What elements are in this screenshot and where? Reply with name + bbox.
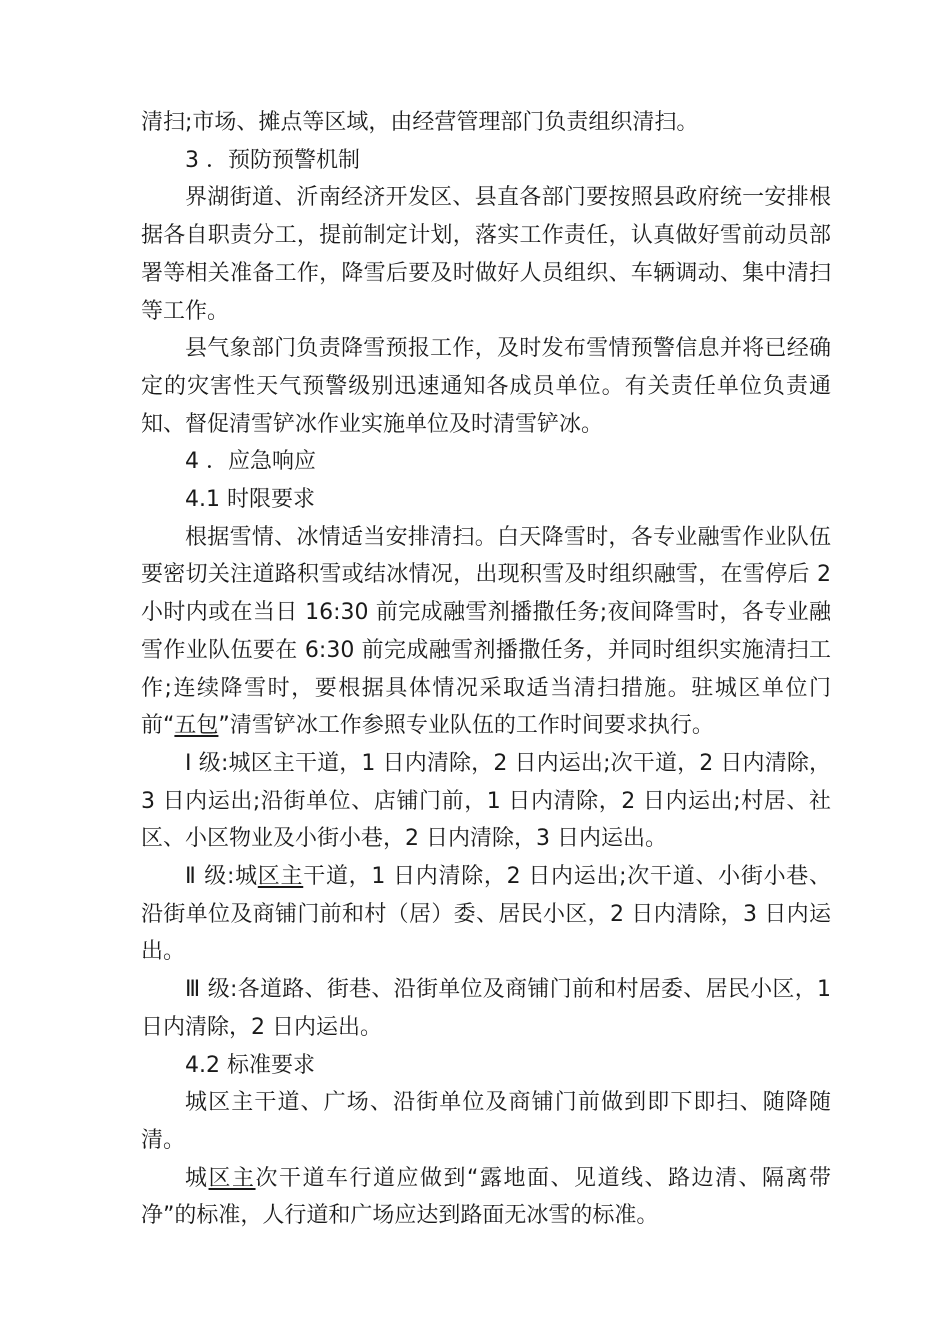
paragraph-cleaning-markets bbox=[141, 104, 831, 142]
paragraph-level-2 bbox=[141, 858, 831, 971]
underlined-text: 五包 bbox=[174, 713, 219, 739]
document-body bbox=[141, 104, 831, 1235]
paragraph-level-1 bbox=[141, 745, 831, 858]
paragraph-text: 城区主干道、广场、沿街单位及商铺门前做到即下即扫、随降随清。 bbox=[141, 1090, 831, 1153]
heading-standard-requirements bbox=[141, 1047, 831, 1085]
heading-text: 4.1 时限要求 bbox=[185, 487, 315, 513]
paragraph-text: 根据雪情、冰情适当安排清扫。白天降雪时，各专业融雪作业队伍要密切关注道路积雪或结冰情况，出现积雪及时组织融雪，在雪停后 2 小时内或在当日 16:30 前完成融雪剂播撒任务;夜间降雪时，各专业融雪作业队伍要在 6:30 前完成融雪剂播撒任务，并同时组织实施清扫工作;连续降雪时，要根据具体情况采取适当清扫措施。驻城区单位门前“ bbox=[141, 524, 831, 739]
paragraph-text: Ⅰ 级:城区主干道，1 日内清除，2 日内运出;次干道，2 日内清除，3 日内运出;沿街单位、店铺门前，1 日内清除，2 日内运出;村居、社区、小区物业及小街小巷，2 日内清除，3 日内运出。 bbox=[141, 750, 831, 852]
paragraph-text: 清扫;市场、摊点等区域，由经营管理部门负责组织清扫。 bbox=[141, 110, 699, 135]
paragraph-text: 干道，1 日内清除，2 日内运出;次干道、小街小巷、沿街单位及商铺门前和村（居）委、居民小区，2 日内清除，3 日内运出。 bbox=[141, 864, 831, 965]
paragraph-text: Ⅲ 级:各道路、街巷、沿街单位及商铺门前和村居委、居民小区，1 日内清除，2 日内运出。 bbox=[141, 977, 831, 1040]
heading-text: 4.2 标准要求 bbox=[185, 1052, 315, 1078]
paragraph-text: 城 bbox=[185, 1165, 209, 1191]
heading-text: 4 ．应急响应 bbox=[185, 449, 316, 475]
paragraph-text: 县气象部门负责降雪预报工作，及时发布雪情预警信息并将已经确定的灾害性天气预警级别迅速通知各成员单位。有关责任单位负责通知、督促清雪铲冰作业实施单位及时清雪铲冰。 bbox=[141, 336, 831, 437]
paragraph-text: 界湖街道、沂南经济开发区、县直各部门要按照县政府统一安排根据各自职责分工，提前制定计划，落实工作责任，认真做好雪前动员部署等相关准备工作，降雪后要及时做好人员组织、车辆调动、集中清扫等工作。 bbox=[141, 185, 831, 324]
paragraph-main-roads bbox=[141, 1084, 831, 1159]
paragraph-roadway-standard bbox=[141, 1160, 831, 1235]
paragraph-text: 次干道车行道应做到“露地面、见道线、路边清、隔离带净”的标准，人行道和广场应达到路面无冰雪的标准。 bbox=[141, 1165, 831, 1229]
paragraph-weather-forecast bbox=[141, 330, 831, 443]
paragraph-text: ”清雪铲冰工作参照专业队伍的工作时间要求执行。 bbox=[218, 713, 714, 739]
heading-time-requirements bbox=[141, 481, 831, 519]
heading-warning-mechanism bbox=[141, 142, 831, 180]
heading-emergency-response bbox=[141, 443, 831, 481]
paragraph-level-3 bbox=[141, 971, 831, 1046]
paragraph-preparation bbox=[141, 179, 831, 330]
underlined-text: 区主 bbox=[257, 864, 304, 890]
paragraph-time-limits bbox=[141, 519, 831, 745]
paragraph-text: Ⅱ 级:城 bbox=[185, 864, 258, 890]
underlined-text: 区主 bbox=[208, 1165, 256, 1191]
heading-text: 3 ．预防预警机制 bbox=[185, 147, 360, 173]
